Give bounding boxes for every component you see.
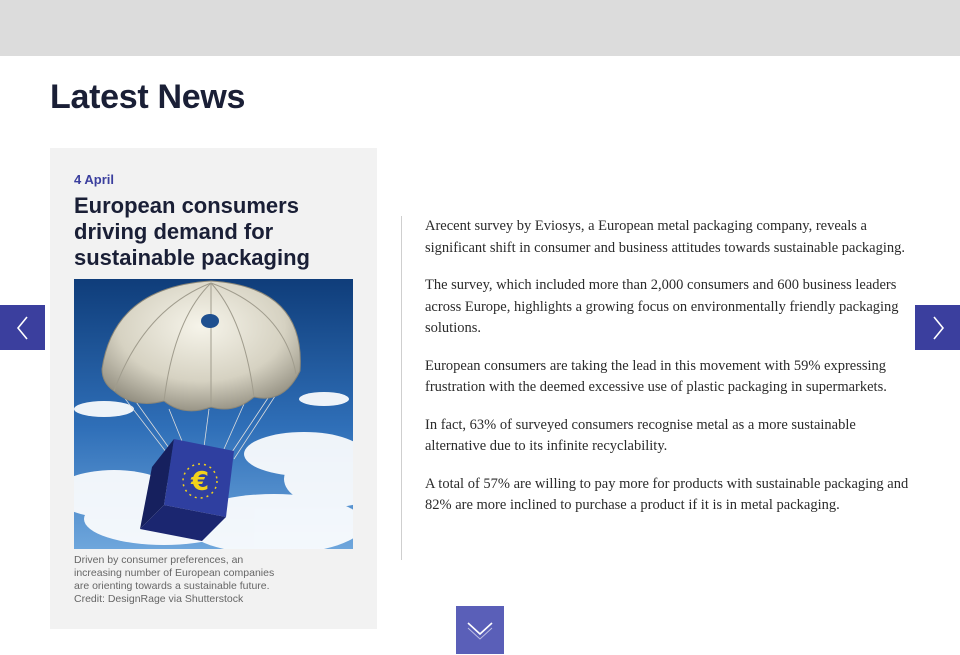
article-date: 4 April (74, 172, 114, 187)
article-image[interactable] (74, 279, 353, 549)
caption-text: Driven by consumer preferences, an increasing number of European companies are orienting towards a sustainable future. (74, 554, 275, 592)
previous-slide-button[interactable] (0, 305, 45, 350)
article-body (425, 216, 910, 533)
article-title[interactable]: European consumers driving demand for sustainable packaging (74, 193, 310, 270)
chevron-right-icon (928, 314, 948, 342)
next-slide-button[interactable] (915, 305, 960, 350)
divider (401, 216, 402, 560)
article-paragraph: European consumers are taking the lead in this movement with 59% expressing frustration with the deemed excessive use of plastic packaging in supermarkets. (425, 357, 887, 395)
article-paragraph: A total of 57% are willing to pay more for products with sustainable packaging and 82% are more inclined to purchase a product if it is in metal packaging. (425, 475, 909, 513)
chevron-left-icon (13, 314, 33, 342)
news-card[interactable] (50, 148, 377, 629)
svg-text:€: € (190, 467, 210, 497)
article-paragraph: In fact, 63% of surveyed consumers recognise metal as a more sustainable alternative due to its infinite recyclability. (425, 416, 856, 454)
section-title: Latest News (50, 78, 246, 116)
article-paragraph: Arecent survey by Eviosys, a European metal packaging company, reveals a significant shift in consumer and business attitudes towards sustainable packaging. (425, 218, 906, 256)
image-credit: Credit: DesignRage via Shutterstock (74, 593, 244, 605)
expand-button[interactable] (456, 606, 504, 654)
image-caption (74, 554, 289, 606)
chevron-down-icon (465, 617, 495, 643)
top-bar (0, 0, 960, 56)
article-paragraph: The survey, which included more than 2,000 consumers and 600 business leaders across Europe, highlights a growing focus on environmentally friendly packaging solutions. (425, 277, 899, 336)
